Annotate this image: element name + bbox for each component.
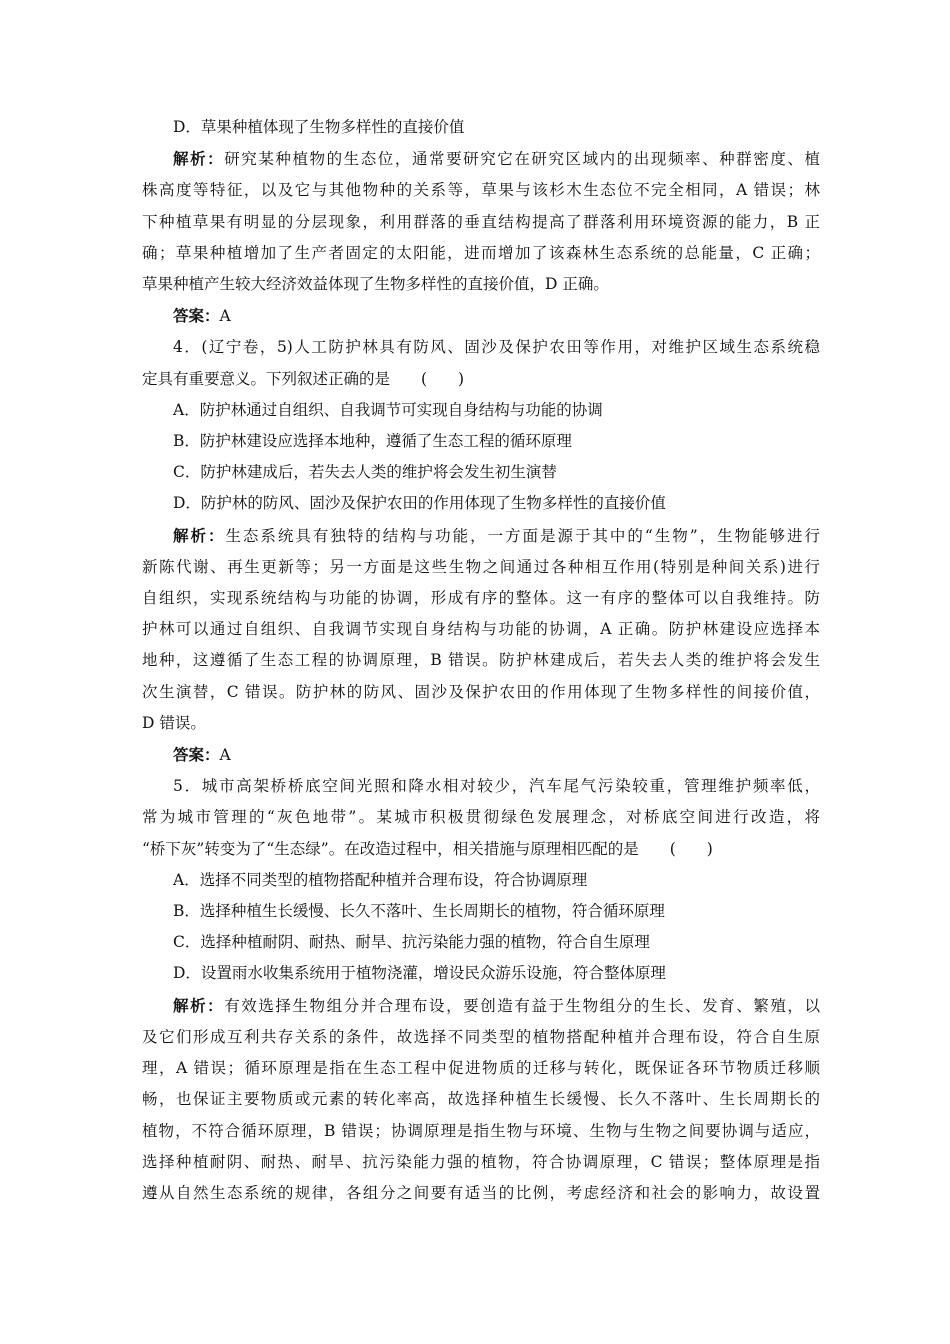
line-text: 有效选择生物组分并合理布设，要创造有益于生物组分的生长、发育、繁殖，以 xyxy=(224,996,820,1015)
line-text: 生态系统具有独特的结构与功能，一方面是源于其中的“生物”，生物能够进行 xyxy=(225,526,820,545)
line-text: 次生演替，C 错误。防护林的防风、固沙及保护农田的作用体现了生物多样性的间接价值， xyxy=(142,682,820,701)
text-line xyxy=(142,1022,820,1053)
text-line xyxy=(142,143,820,175)
line-text: 4．(辽宁卷，5)人工防护林具有防风、固沙及保护农田等作用，对维护区域生态系统稳 xyxy=(173,338,820,357)
text-line xyxy=(142,112,820,143)
line-text: 及它们形成互利共存关系的条件，故选择不同类型的植物搭配种植并合理布设，符合自生原 xyxy=(142,1027,820,1046)
line-text: 确；草果种植增加了生产者固定的太阳能，进而增加了该森林生态系统的总能量，C 正确； xyxy=(142,243,820,262)
line-text: 遵从自然生态系统的规律，各组分之间要有适当的比例，考虑经济和社会的影响力，故设置 xyxy=(142,1183,820,1202)
text-line xyxy=(142,300,820,332)
text-line xyxy=(142,771,820,802)
text-line xyxy=(142,207,820,238)
text-line xyxy=(142,896,820,927)
line-label: 答案： xyxy=(173,306,220,326)
text-line xyxy=(142,269,820,300)
line-text: A xyxy=(219,307,231,326)
text-line xyxy=(142,1147,820,1178)
line-text: A xyxy=(219,746,231,765)
line-text: B．选择种植生长缓慢、长久不落叶、生长周期长的植物，符合循环原理 xyxy=(173,902,665,921)
text-line xyxy=(142,834,820,865)
line-text: D．设置雨水收集系统用于植物浇灌，增设民众游乐设施，符合整体原理 xyxy=(173,964,666,983)
text-line xyxy=(142,583,820,614)
line-label: 答案： xyxy=(173,745,220,765)
line-text: 植物，不符合循环原理，B 错误；协调原理是指生物与环境、生物与生物之间要协调与适应， xyxy=(142,1121,820,1140)
line-text: 常为城市管理的“灰色地带”。某城市积极贯彻绿色发展理念，对桥底空间进行改造，将 xyxy=(142,808,820,827)
line-text: 研究某种植物的生态位，通常要研究它在研究区域内的出现频率、种群密度、植 xyxy=(224,150,820,169)
line-label: 解析： xyxy=(173,525,226,545)
text-line xyxy=(142,802,820,833)
text-line xyxy=(142,552,820,583)
text-line xyxy=(142,395,820,426)
line-text: 地种，这遵循了生态工程的协调原理，B 错误。防护林建成后，若失去人类的维护将会发生 xyxy=(142,651,820,670)
text-line xyxy=(142,927,820,958)
text-line xyxy=(142,1053,820,1084)
text-line xyxy=(142,364,820,395)
line-text: 护林可以通过自组织、自我调节实现自身结构与功能的协调，A 正确。防护林建设应选择本 xyxy=(142,620,820,639)
line-text: 定具有重要意义。下列叙述正确的是 ( ) xyxy=(142,369,465,388)
line-text: “桥下灰”转变为了“生态绿”。在改造过程中，相关措施与原理相匹配的是 ( ) xyxy=(142,839,713,858)
text-line xyxy=(142,958,820,989)
line-text: 自组织，实现系统结构与功能的协调，形成有序的整体。这一有序的整体可以自我维持。防 xyxy=(142,589,820,608)
text-line xyxy=(142,488,820,519)
line-text: A．选择不同类型的植物搭配种植并合理布设，符合协调原理 xyxy=(173,870,588,889)
text-line xyxy=(142,677,820,708)
line-text: D 错误。 xyxy=(142,713,206,732)
text-line xyxy=(142,708,820,739)
text-line xyxy=(142,990,820,1022)
text-line xyxy=(142,865,820,896)
text-line xyxy=(142,457,820,488)
line-text: 新陈代谢、再生更新等；另一方面是这些生物之间通过各种相互作用(特别是种间关系)进行 xyxy=(142,557,820,576)
line-text: 下种植草果有明显的分层现象，利用群落的垂直结构提高了群落利用环境资源的能力，B 正 xyxy=(142,212,820,231)
line-text: A．防护林通过自组织、自我调节可实现自身结构与功能的协调 xyxy=(173,400,603,419)
line-text: B．防护林建设应选择本地种，遵循了生态工程的循环原理 xyxy=(173,432,572,451)
document-page xyxy=(142,112,820,1209)
line-text: C．选择种植耐阴、耐热、耐旱、抗污染能力强的植物，符合自生原理 xyxy=(173,933,650,952)
text-line xyxy=(142,739,820,771)
text-line xyxy=(142,426,820,457)
line-label: 解析： xyxy=(173,149,225,169)
line-text: 理，A 错误；循环原理是指在生态工程中促进物质的迁移与转化，既保证各环节物质迁移顺 xyxy=(142,1059,820,1078)
text-line xyxy=(142,1178,820,1209)
line-text: 5．城市高架桥桥底空间光照和降水相对较少，汽车尾气污染较重，管理维护频率低， xyxy=(173,777,820,796)
text-line xyxy=(142,238,820,269)
document-body xyxy=(142,112,820,1209)
line-label: 解析： xyxy=(173,995,225,1015)
line-text: D．防护林的防风、固沙及保护农田的作用体现了生物多样性的直接价值 xyxy=(173,494,666,513)
line-text: 选择种植耐阴、耐热、耐旱、抗污染能力强的植物，符合协调原理，C 错误；整体原理是指 xyxy=(142,1152,820,1171)
line-text: C．防护林建成后，若失去人类的维护将会发生初生演替 xyxy=(173,463,557,482)
line-text: D．草果种植体现了生物多样性的直接价值 xyxy=(173,118,465,136)
line-text: 畅，也保证主要物质或元素的转化率高，故选择种植生长缓慢、长久不落叶、生长周期长的 xyxy=(142,1090,820,1109)
text-line xyxy=(142,645,820,676)
text-line xyxy=(142,332,820,363)
text-line xyxy=(142,520,820,552)
text-line xyxy=(142,614,820,645)
text-line xyxy=(142,1116,820,1147)
text-line xyxy=(142,1084,820,1115)
text-line xyxy=(142,175,820,206)
line-text: 株高度等特征，以及它与其他物种的关系等，草果与该杉木生态位不完全相同，A 错误；林 xyxy=(142,181,820,200)
line-text: 草果种植产生较大经济效益体现了生物多样性的直接价值，D 正确。 xyxy=(142,275,609,294)
